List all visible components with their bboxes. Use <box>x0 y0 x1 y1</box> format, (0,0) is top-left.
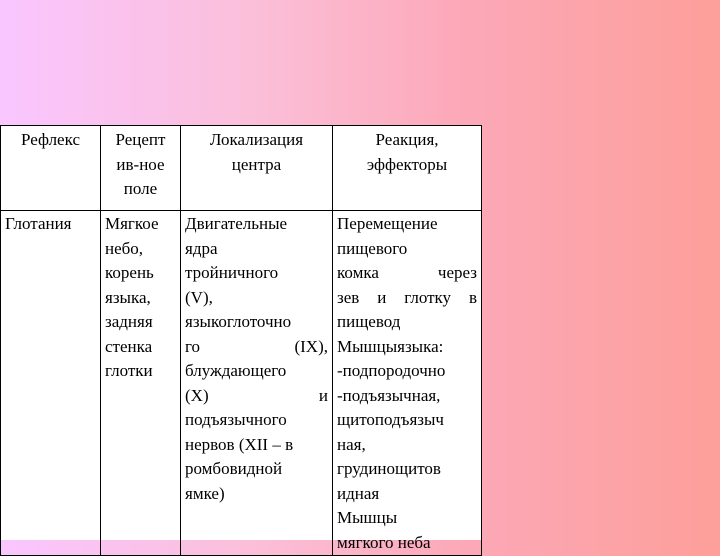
header-receptive-field: Рецепт ив-ное поле <box>101 126 181 211</box>
cell-reaction-effectors: Перемещение пищевого комка через зев и глотку в пищевод Мышцыязыка: -подпородочно -подъязычная, щитоподъязыч ная, грудинощитов идная Мышцы мягкого неба <box>333 211 482 556</box>
table-row <box>1 211 482 556</box>
reflex-table <box>0 125 482 556</box>
table-header-row <box>1 126 482 211</box>
header-center-location: Локализация центра <box>181 126 333 211</box>
cell-reflex: Глотания <box>1 211 101 556</box>
reflex-table-container <box>0 125 481 552</box>
cell-center-location: Двигательные ядра тройничного (V), языкоглоточно го (IX), блуждающего (X) и подъязычного нервов (XII – в ромбовидной ямке) <box>181 211 333 556</box>
header-reaction-effectors: Реакция, эффекторы <box>333 126 482 211</box>
header-reflex: Рефлекс <box>1 126 101 211</box>
cell-receptive-field: Мягкое небо, корень языка, задняя стенка глотки <box>101 211 181 556</box>
